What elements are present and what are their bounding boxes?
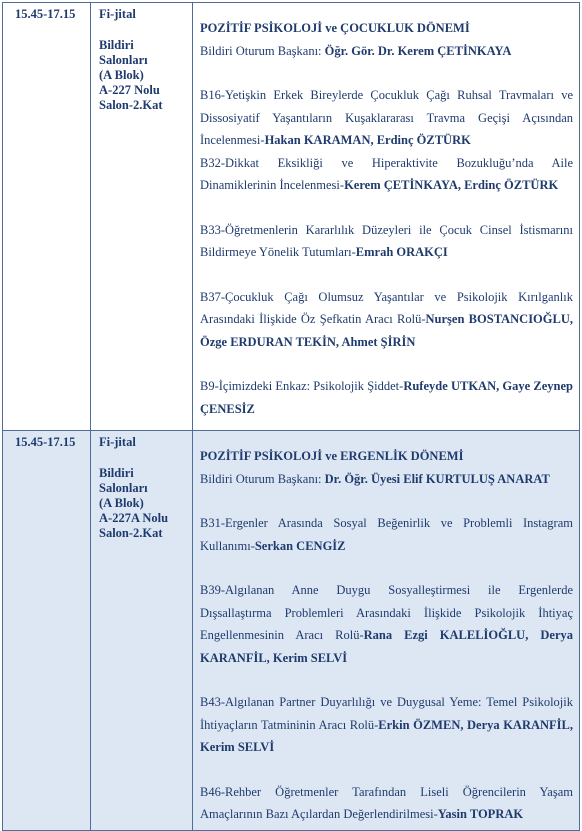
room-line: A-227 Nolu [99, 83, 160, 97]
paper-item [200, 781, 573, 826]
room-line: Salonları [99, 53, 148, 67]
paper-title: B43-Algılanan Partner Duyarlılığı ve Duygusal Yeme: Temel Psikolojik İhtiyaçların Tatmininin Aracı Rolü- [200, 695, 573, 732]
paper-authors: Nurşen BOSTANCIOĞLU, Özge ERDURAN TEKİN, Ahmet ŞİRİN [200, 312, 573, 349]
session-title: POZİTİF PSİKOLOJİ ve ÇOCUKLUK DÖNEMİ [200, 21, 470, 35]
paper-authors: Erkin ÖZMEN, Derya KARANFİL, Kerim SELVİ [200, 717, 574, 754]
session-row [3, 3, 580, 431]
session-time: 15.45-17.15 [3, 431, 91, 831]
paper-item [200, 152, 573, 197]
session-row [3, 431, 580, 831]
paper-authors: Yasin TOPRAK [437, 807, 524, 821]
chair-name: Öğr. Gör. Dr. Kerem ÇETİNKAYA [324, 43, 512, 58]
paper-title: B31-Ergenler Arasında Sosyal Beğenirlik ve Problemli Instagram Kullanımı- [200, 516, 573, 553]
room-line: (A Blok) [99, 68, 144, 82]
paper-item [200, 84, 573, 152]
room-label: Fi-jital [99, 7, 136, 21]
paper-authors: Rana Ezgi KALELİOĞLU, Derya KARANFİL, Kerim SELVİ [200, 628, 573, 665]
session-title: POZİTİF PSİKOLOJİ ve ERGENLİK DÖNEMİ [200, 449, 464, 463]
room-label: Fi-jital [99, 435, 136, 449]
paper-title: B39-Algılanan Anne Duygu Sosyalleştirmesi ile Ergenlerde Dışsallaştırma Problemleri Arasındaki İlişkide Psikolojik İhtiyaç Engellenmesinin Aracı Rolü- [200, 583, 573, 642]
chair-label: Bildiri Oturum Başkanı: [200, 471, 325, 486]
paper-title: B33-Öğretmenlerin Kararlılık Düzeyleri ile Çocuk Cinsel İstismarını Bildirmeye Yönelik Tutumları- [200, 222, 573, 259]
paper-item [200, 375, 573, 420]
room-line: (A Blok) [99, 496, 144, 510]
room-line: Bildiri [99, 466, 134, 480]
room-line: Salon-2.Kat [99, 98, 163, 112]
paper-title: B9-İçimizdeki Enkaz: Psikolojik Şiddet- [200, 379, 404, 393]
session-chair [200, 468, 573, 491]
paper-authors: Emrah ORAKÇI [355, 245, 448, 259]
paper-authors: Hakan KARAMAN, Erdinç ÖZTÜRK [264, 133, 471, 147]
paper-title: B32-Dikkat Eksikliği ve Hiperaktivite Bozukluğu’nda Aile Dinamiklerinin İncelenmesi- [200, 155, 573, 192]
chair-name: Dr. Öğr. Üyesi Elif KURTULUŞ ANARAT [324, 471, 550, 486]
session-content [193, 431, 580, 831]
paper-authors: Rufeyde UTKAN, Gaye Zeynep ÇENESİZ [200, 379, 573, 416]
paper-title: B16-Yetişkin Erkek Bireylerde Çocukluk Çağı Ruhsal Travmaları ve Dissosiyatif Yaşantıların Kuşaklararası Travma Geçişi Açısından İncelenmesi- [200, 88, 573, 147]
paper-authors: Serkan CENGİZ [254, 538, 346, 553]
session-chair [200, 40, 573, 63]
paper-item [200, 579, 573, 669]
chair-label: Bildiri Oturum Başkanı: [200, 43, 325, 58]
paper-title: B46-Rehber Öğretmenler Tarafından Liseli Öğrencilerin Yaşam Amaçlarının Bazı Açılardan Değerlendirilmesi- [200, 784, 573, 821]
session-room [91, 3, 193, 431]
session-room [91, 431, 193, 831]
paper-item [200, 691, 573, 759]
session-content [193, 3, 580, 431]
session-time: 15.45-17.15 [3, 3, 91, 431]
paper-item [200, 219, 573, 264]
room-line: Bildiri [99, 38, 134, 52]
paper-item [200, 512, 573, 557]
room-line: A-227A Nolu [99, 511, 169, 525]
schedule-table [2, 2, 580, 831]
room-line: Salon-2.Kat [99, 526, 163, 540]
paper-authors: Kerem ÇETİNKAYA, Erdinç ÖZTÜRK [344, 178, 559, 192]
room-line: Salonları [99, 481, 148, 495]
paper-title: B37-Çocukluk Çağı Olumsuz Yaşantılar ve Psikolojik Kırılganlık Arasındaki İlişkide Öz Şefkatin Aracı Rolü- [200, 289, 573, 326]
paper-item [200, 286, 573, 354]
